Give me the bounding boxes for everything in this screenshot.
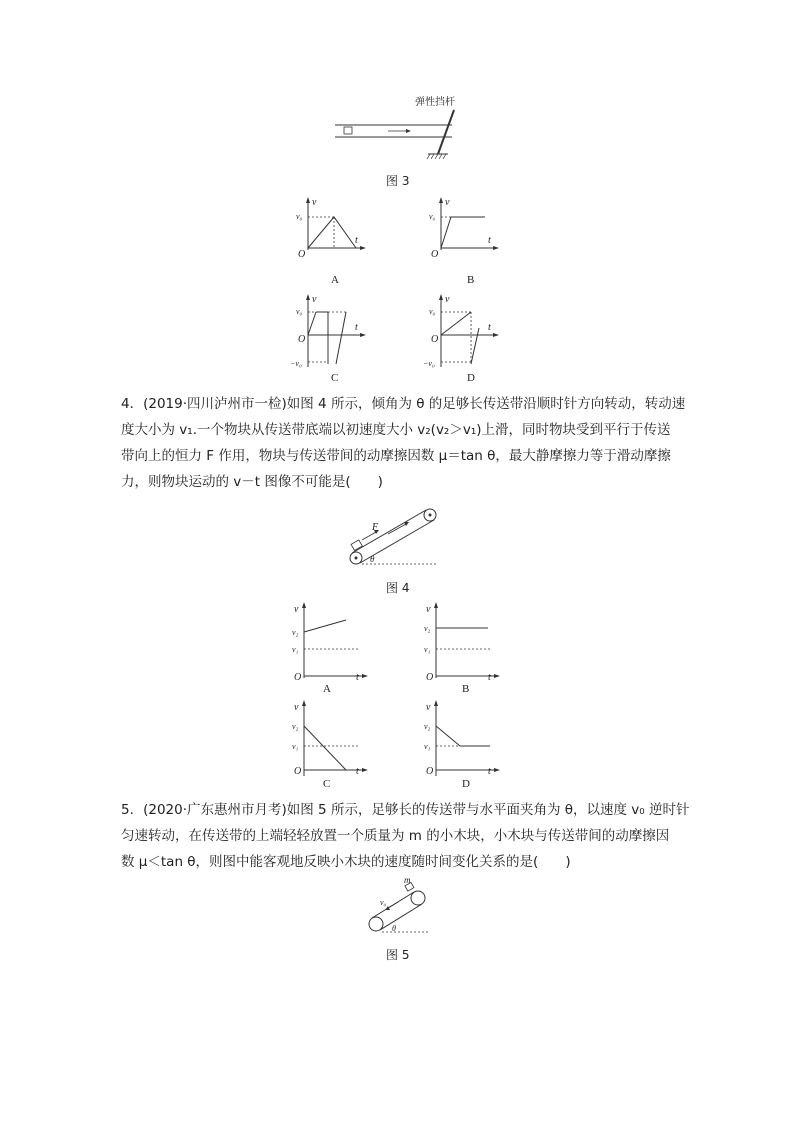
- q5-line-2: 匀速转动，在传送带的上端轻轻放置一个质量为 m 的小木块，小木块与传送带间的动摩擦因: [121, 828, 670, 844]
- fig3-option-b-letter: B: [467, 274, 475, 286]
- fig3-option-c-letter: C: [331, 372, 339, 384]
- svg-text:t: t: [488, 766, 491, 777]
- svg-text:O: O: [426, 766, 434, 777]
- svg-text:v₀: v₀: [296, 212, 303, 221]
- svg-text:v₁: v₁: [424, 742, 431, 751]
- svg-text:v₀: v₀: [429, 307, 436, 316]
- svg-text:t: t: [488, 235, 491, 246]
- svg-text:v: v: [312, 197, 317, 208]
- svg-text:v: v: [426, 604, 431, 615]
- question-5: [121, 797, 690, 875]
- q5-line-1: 5．(2020·广东惠州市月考)如图 5 所示，足够长的传送带与水平面夹角为 θ，以速度 v₀ 逆时针: [121, 802, 690, 818]
- q4-line-4: 力，则物块运动的 v－t 图像不可能是( ): [121, 474, 383, 490]
- svg-text:v₂: v₂: [424, 624, 431, 633]
- svg-text:v₀: v₀: [296, 307, 303, 316]
- svg-text:v₁: v₁: [292, 645, 299, 654]
- svg-text:−v₀: −v₀: [290, 359, 302, 368]
- svg-text:O: O: [431, 249, 439, 260]
- block: [344, 127, 352, 134]
- fig4-option-d: [420, 698, 504, 780]
- svg-text:v: v: [294, 604, 299, 615]
- svg-text:v: v: [294, 702, 299, 713]
- q5-line-3: 数 μ＜tan θ，则图中能客观地反映小木块的速度随时间变化关系的是( ): [121, 854, 571, 870]
- svg-text:t: t: [488, 672, 491, 682]
- svg-text:v₀: v₀: [429, 212, 436, 221]
- fig4-option-a-letter: A: [323, 683, 331, 695]
- svg-text:O: O: [431, 334, 439, 345]
- fig3-option-a: [290, 195, 370, 265]
- fig4-option-b: [420, 600, 504, 682]
- question-4: [121, 391, 686, 495]
- fig3-option-d-letter: D: [467, 372, 475, 384]
- block: [351, 540, 362, 551]
- svg-text:O: O: [298, 334, 306, 345]
- svg-text:O: O: [298, 249, 306, 260]
- fig3-option-b: [423, 195, 503, 265]
- figure-5-diagram: [362, 876, 434, 940]
- q4-line-1: 4．(2019·四川泸州市一检)如图 4 所示，倾角为 θ 的足够长传送带沿顺时针方向转动，转动速: [121, 396, 686, 412]
- fig3-option-d: [423, 292, 503, 370]
- svg-text:t: t: [355, 235, 358, 246]
- svg-text:t: t: [488, 322, 491, 333]
- svg-text:O: O: [294, 672, 302, 682]
- svg-text:t: t: [356, 672, 359, 682]
- figure-4-diagram: [340, 500, 450, 572]
- q4-line-2: 度大小为 v₁.一个物块从传送带底端以初速度大小 v₂(v₂＞v₁)上滑，同时物块受到平行于传送: [121, 422, 671, 438]
- svg-text:v₁: v₁: [424, 645, 431, 654]
- svg-text:t: t: [356, 766, 359, 777]
- v0-label: v₀: [380, 898, 387, 907]
- svg-text:v: v: [426, 702, 431, 713]
- fig3-option-a-letter: A: [331, 274, 339, 286]
- svg-text:v: v: [312, 294, 317, 305]
- angle-label: θ: [392, 924, 396, 933]
- force-label: F: [372, 522, 379, 533]
- svg-text:t: t: [355, 322, 358, 333]
- fig4-option-c-letter: C: [323, 778, 331, 790]
- figure-3-caption: 图 3: [386, 174, 410, 188]
- svg-text:v: v: [445, 197, 450, 208]
- svg-text:O: O: [294, 766, 302, 777]
- fig3-option-c: [290, 292, 370, 370]
- fig4-option-a: [288, 600, 372, 682]
- svg-text:v₂: v₂: [292, 628, 299, 637]
- fig4-option-d-letter: D: [462, 778, 470, 790]
- svg-text:O: O: [426, 672, 434, 682]
- svg-text:v₂: v₂: [292, 722, 299, 731]
- svg-text:v₁: v₁: [292, 742, 299, 751]
- q4-line-3: 带向上的恒力 F 作用，物块与传送带间的动摩擦因数 μ＝tan θ，最大静摩擦力等于滑动摩擦: [121, 448, 671, 464]
- svg-text:v: v: [445, 294, 450, 305]
- mass-label: m: [404, 876, 411, 885]
- svg-text:−v₀: −v₀: [423, 359, 435, 368]
- figure-3-diagram: [330, 92, 470, 164]
- svg-text:v₂: v₂: [424, 722, 431, 731]
- angle-label: θ: [370, 554, 375, 564]
- fig4-option-c: [288, 698, 372, 780]
- barrier-label: 弹性挡杆: [415, 97, 455, 108]
- elastic-barrier: [438, 110, 454, 154]
- figure-5-caption: 图 5: [386, 948, 410, 962]
- figure-4-caption: 图 4: [386, 581, 410, 595]
- fig4-option-b-letter: B: [462, 683, 470, 695]
